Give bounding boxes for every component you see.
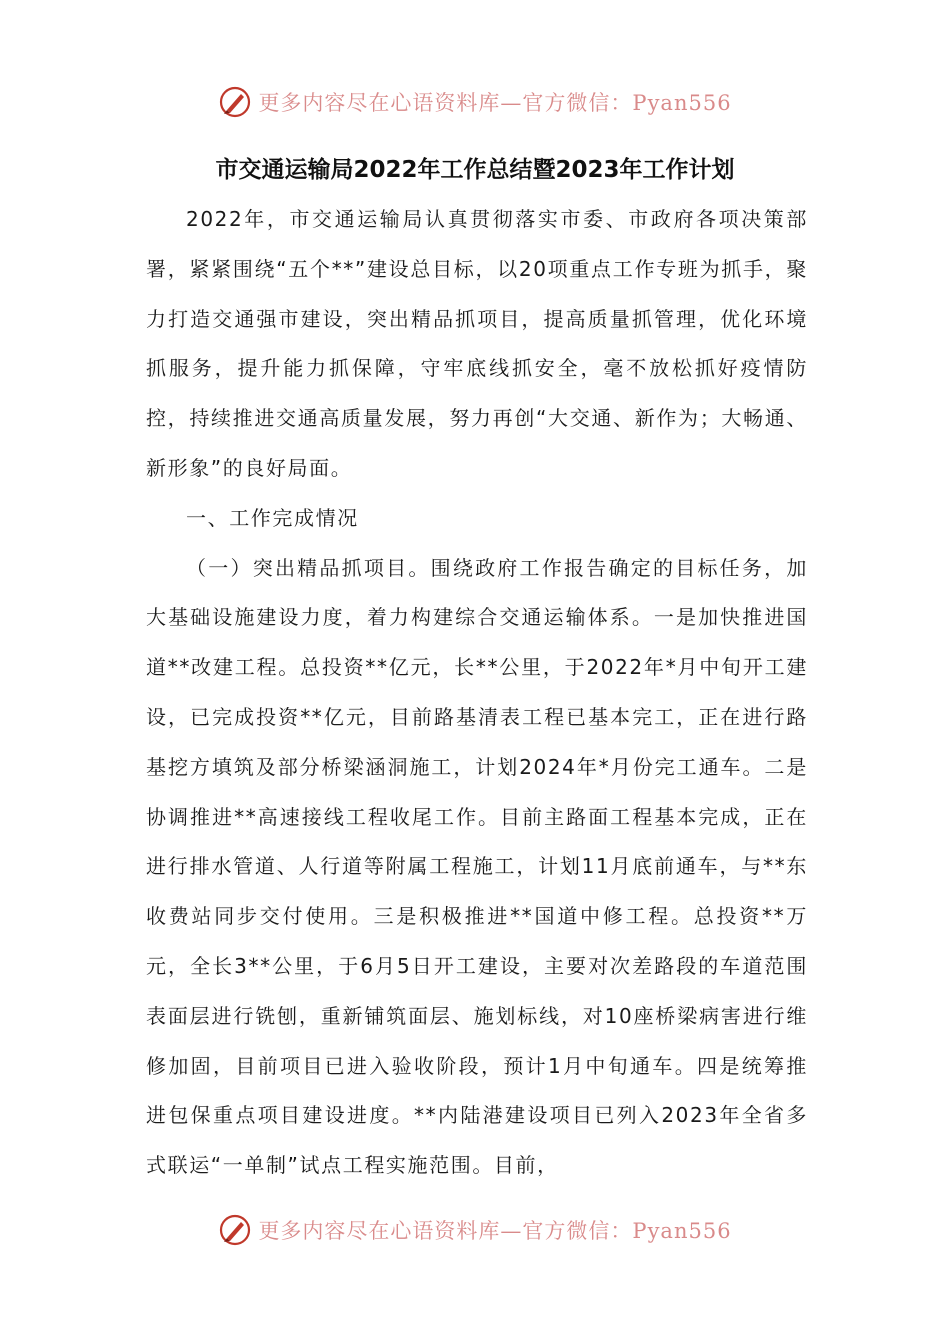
watermark-text: 更多内容尽在心语资料库—官方微信：Pyan556 — [258, 1219, 732, 1243]
pen-logo-icon — [218, 1213, 252, 1247]
document-title: 市交通运输局2022年工作总结暨2023年工作计划 — [215, 157, 735, 183]
watermark-banner-bottom — [0, 1210, 950, 1250]
section-heading: 一、工作完成情况 — [186, 505, 359, 530]
body-paragraph: （一）突出精品抓项目。围绕政府工作报告确定的目标任务，加大基础设施建设力度，着力构建综合交通运输体系。一是加快推进国道**改建工程。总投资**亿元，长**公里，于2022年*月中旬开工建设，已完成投资**亿元，目前路基清表工程已基本完工，正在进行路基挖方填筑及部分桥梁涵洞施工，计划2024年*月份完工通车。二是协调推进**高速接线工程收尾工作。目前主路面工程基本完成，正在进行排水管道、人行道等附属工程施工，计划11月底前通车，与**东收费站同步交付使用。三是积极推进**国道中修工程。总投资**万元，全长3**公里，于6月5日开工建设，主要对次差路段的车道范围表面层进行铣刨，重新铺筑面层、施划标线，对10座桥梁病害进行维修加固，目前项目已进入验收阶段，预计1月中旬通车。四是统筹推进包保重点项目建设进度。**内陆港建设项目已列入2023年全省多式联运“一单制”试点工程实施范围。目前， — [146, 555, 808, 1178]
document-body — [146, 195, 808, 1191]
intro-paragraph: 2022年，市交通运输局认真贯彻落实市委、市政府各项决策部署，紧紧围绕“五个**”建设总目标，以20项重点工作专班为抓手，聚力打造交通强市建设，突出精品抓项目，提高质量抓管理，优化环境抓服务，提升能力抓保障，守牢底线抓安全，毫不放松抓好疫情防控，持续推进交通高质量发展，努力再创“大交通、新作为；大畅通、新形象”的良好局面。 — [146, 207, 808, 480]
pen-logo-icon — [218, 85, 252, 119]
watermark-banner-top — [0, 82, 950, 122]
watermark-text: 更多内容尽在心语资料库—官方微信：Pyan556 — [258, 91, 732, 115]
